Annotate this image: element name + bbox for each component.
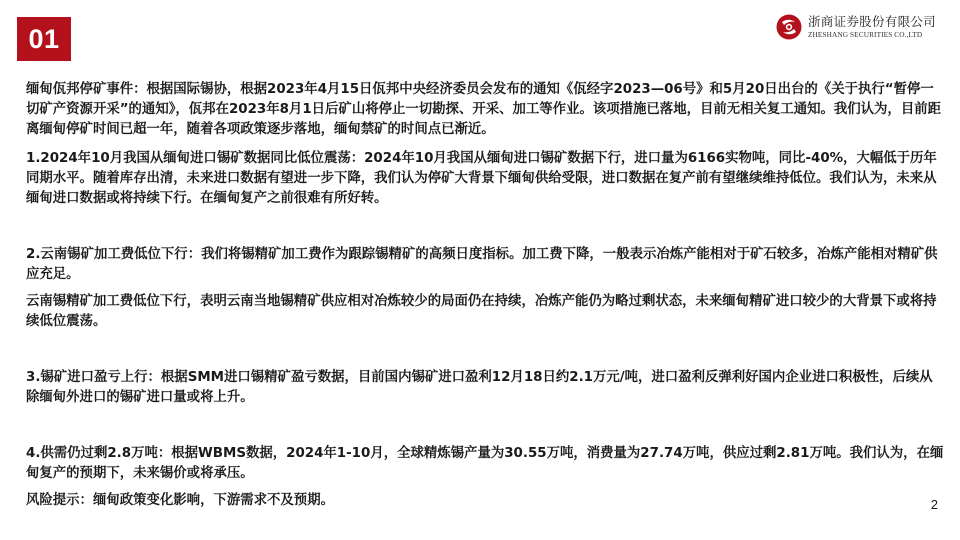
- page-number: 2: [930, 497, 938, 512]
- paragraph-wa-state-mining-halt: 缅甸佤邦停矿事件：根据国际锡协，根据2023年4月15日佤邦中央经济委员会发布的通知《佤经字2023—06号》和5月20日出台的《关于执行“暂停一切矿产资源开采”的通知》，佤邦在2023年8月1日后矿山将停止一切勘探、开采、加工等作业。该项措施已落地，目前无相关复工通知。我们认为，目前距离缅甸停矿时间已超一年，随着各项政策逐步落地，缅甸禁矿的时间点已渐近。: [26, 82, 941, 137]
- company-name-en: ZHESHANG SECURITIES CO.,LTD: [807, 30, 923, 40]
- report-body: [26, 80, 944, 511]
- paragraph-risk-warning: 风险提示：缅甸政策变化影响，下游需求不及预期。: [26, 493, 334, 508]
- section-number-badge: [17, 17, 71, 61]
- company-name-cn: 浙商证券股份有限公司: [807, 13, 936, 29]
- paragraph-myanmar-import-data: 1.2024年10月我国从缅甸进口锡矿数据同比低位震荡：2024年10月我国从缅甸进口锡矿数据下行，进口量为6166实物吨，同比-40%，大幅低于历年同期水平。随着库存出清，未来进口数据有望进一步下降，我们认为停矿大背景下缅甸供给受限，进口数据在复产前有望继续维持低位。我们认为，未来从缅甸进口数据或将持续下行。在缅甸复产之前很难有所好转。: [26, 151, 937, 206]
- company-logo: [776, 14, 936, 40]
- paragraph-yunnan-fee-analysis: 云南锡精矿加工费低位下行，表明云南当地锡精矿供应相对冶炼较少的局面仍在持续，冶炼产能仍为略过剩状态，未来缅甸精矿进口较少的大背景下或将持续低位震荡。: [26, 294, 937, 329]
- paragraph-import-profit: 3.锡矿进口盈亏上行：根据SMM进口锡精矿盈亏数据，目前国内锡矿进口盈利12月18日约2.1万元/吨，进口盈利反弹利好国内企业进口积极性，后续从除缅甸外进口的锡矿进口量或将上升。: [26, 370, 933, 405]
- zheshang-logo-icon: [776, 14, 802, 40]
- section-number: 01: [28, 23, 60, 54]
- paragraph-yunnan-processing-fee: 2.云南锡矿加工费低位下行：我们将锡精矿加工费作为跟踪锡精矿的高频日度指标。加工费下降，一般表示冶炼产能相对于矿石较多，冶炼产能相对精矿供应充足。: [26, 247, 938, 282]
- paragraph-supply-demand: 4.供需仍过剩2.8万吨：根据WBMS数据，2024年1-10月，全球精炼锡产量为30.55万吨，消费量为27.74万吨，供应过剩2.81万吨。我们认为，在缅甸复产的预期下，未来锡价或将承压。: [26, 446, 944, 481]
